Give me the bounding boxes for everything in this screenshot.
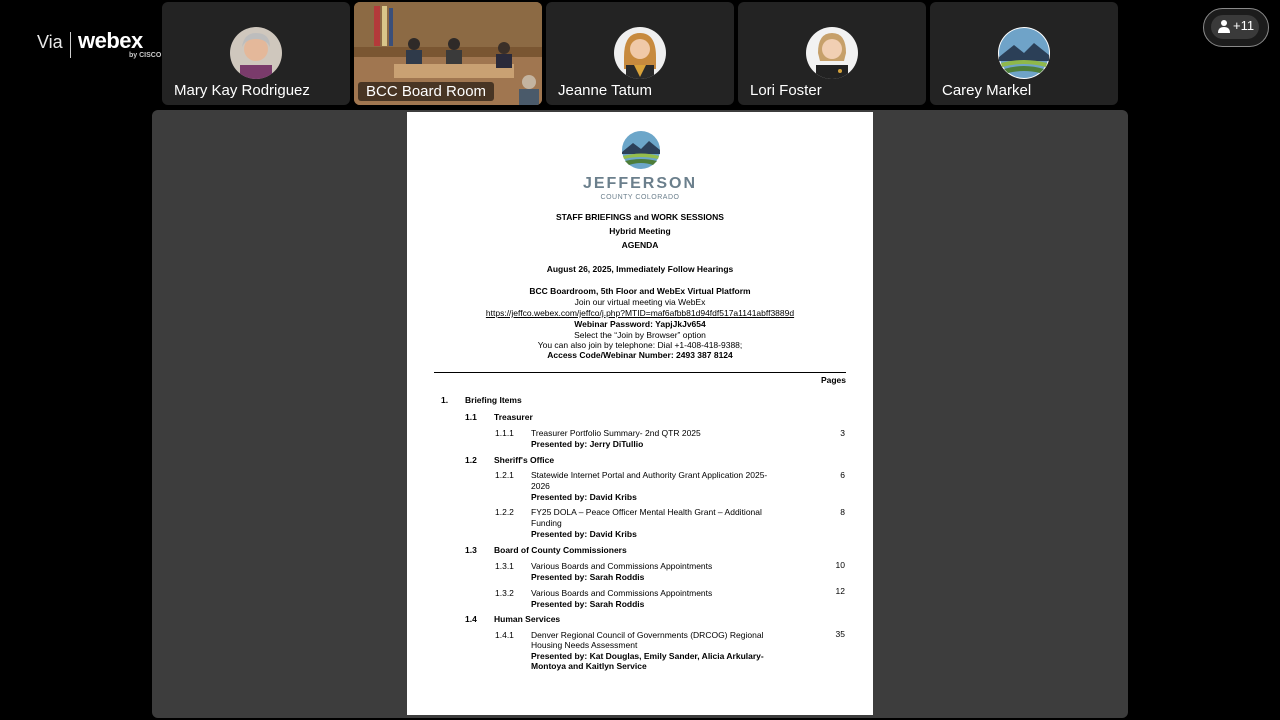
subsection-title: Human Services [494,614,561,624]
participant-name: Carey Markel [942,82,1032,99]
webex-logo: webex [78,28,143,53]
jefferson-county-logo-icon [621,130,661,170]
participant-name: BCC Board Room [358,82,494,101]
subsection-number: 1.4 [465,614,477,624]
more-participants-button[interactable] [1203,8,1269,47]
phone-instruction: You can also join by telephone: Dial +1-408-418-9388; [537,340,743,350]
section-number: 1. [441,395,449,405]
section-title: Briefing Items [465,395,522,405]
join-text: Join our virtual meeting via WebEx [574,297,706,307]
subsection-title: Board of County Commissioners [494,545,627,555]
logo-wordmark: JEFFERSON [582,175,697,192]
item-number: 1.1.1 [495,428,514,438]
agenda-heading-2: Hybrid Meeting [609,226,671,236]
subsection-title: Sheriff's Office [494,455,555,465]
agenda-heading-3: AGENDA [621,240,659,250]
item-number: 1.2.2 [495,507,514,517]
participant-tile-lori-foster[interactable] [738,2,926,105]
participant-tile-bcc-board-room[interactable] [354,2,542,105]
person-icon [1218,19,1230,33]
item-presenter: Presented by: Kat Douglas, Emily Sander, Alicia Arkulary- [531,651,764,661]
via-label: Via [37,32,63,52]
item-presenter: Presented by: Sarah Roddis [531,599,645,609]
agenda-document [407,112,873,715]
participant-tile-jeanne-tatum[interactable] [546,2,734,105]
participant-name: Jeanne Tatum [558,82,652,99]
item-page: 10 [835,560,845,570]
item-page: 6 [840,470,845,480]
item-title: Denver Regional Council of Governments (DRCOG) Regional [531,630,764,640]
subsection-title: Treasurer [494,412,533,422]
participant-tile-carey-markel[interactable] [930,2,1118,105]
avatar [230,27,282,79]
meeting-date: August 26, 2025, Immediately Follow Hearings [546,264,734,274]
divider [434,372,846,373]
item-title: Treasurer Portfolio Summary- 2nd QTR 2025 [531,428,701,438]
browser-instruction: Select the “Join by Browser” option [574,330,706,340]
subsection-number: 1.3 [465,545,477,555]
meeting-location: BCC Boardroom, 5th Floor and WebEx Virtual Platform [529,286,751,296]
participant-count: +11 [1233,18,1255,33]
meeting-link[interactable]: https://jeffco.webex.com/jeffco/j.php?MTID=maf6afbb81d94fdf517a1141abff3889d [485,308,795,318]
item-title: Various Boards and Commissions Appointments [531,588,713,598]
avatar [806,27,858,79]
participant-name: Mary Kay Rodriguez [174,82,310,99]
avatar [998,27,1050,79]
item-page: 35 [835,629,845,639]
item-presenter: Presented by: David Kribs [531,529,637,539]
subsection-number: 1.1 [465,412,477,422]
participant-name: Lori Foster [750,82,822,99]
pages-header: Pages [820,375,846,385]
webex-brand [30,30,170,62]
item-page: 12 [835,586,845,596]
item-presenter: Presented by: Jerry DiTullio [531,439,644,449]
cisco-label: by CISCO [129,52,162,59]
item-title: FY25 DOLA – Peace Officer Mental Health Grant – Additional [531,507,762,517]
participant-tile-mary-kay-rodriguez[interactable] [162,2,350,105]
avatar [614,27,666,79]
access-code: Access Code/Webinar Number: 2493 387 8124 [547,350,733,360]
item-page: 8 [840,507,845,517]
item-presenter-cont: Montoya and Kaitlyn Service [531,661,647,671]
item-number: 1.2.1 [495,470,514,480]
item-title-cont: Funding [531,518,562,528]
brand-divider [70,32,71,58]
logo-subtitle: COUNTY COLORADO [600,194,680,201]
subsection-number: 1.2 [465,455,477,465]
item-number: 1.3.1 [495,561,514,571]
item-title-cont: 2026 [531,481,550,491]
item-title: Statewide Internet Portal and Authority Grant Application 2025- [531,470,768,480]
item-title-cont: Housing Needs Assessment [531,640,638,650]
item-presenter: Presented by: Sarah Roddis [531,572,645,582]
item-presenter: Presented by: David Kribs [531,492,637,502]
item-title: Various Boards and Commissions Appointments [531,561,713,571]
item-number: 1.3.2 [495,588,514,598]
webinar-password: Webinar Password: YapjJkJv654 [574,319,706,329]
item-number: 1.4.1 [495,630,514,640]
agenda-heading-1: STAFF BRIEFINGS and WORK SESSIONS [556,212,724,222]
item-page: 3 [840,428,845,438]
